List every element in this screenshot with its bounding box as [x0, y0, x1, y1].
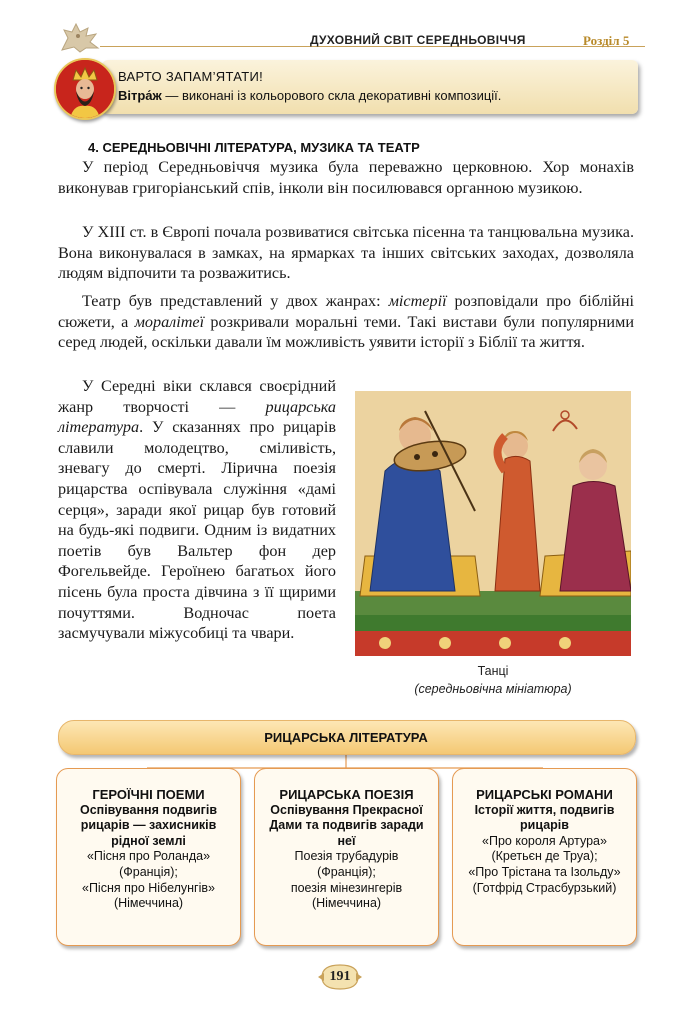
- card-line: «Пісня про Нібелунгів»: [82, 880, 215, 895]
- card-subtitle: Оспівування Прекрасної Дами та подвигів заради неї: [269, 802, 424, 848]
- running-header-title: ДУХОВНИЙ СВІТ СЕРЕДНЬОВІЧЧЯ: [310, 33, 526, 47]
- card-subtitle: Оспівування подвигів рицарів — захисників рідної землі: [79, 802, 218, 848]
- card-line: (Німеччина): [113, 896, 184, 911]
- running-header-section: Розділ 5: [583, 33, 630, 48]
- card-heroic-poems: [56, 768, 241, 946]
- paragraph-theatre: [58, 291, 634, 353]
- heraldic-beast-logo-icon: [58, 20, 102, 54]
- paragraph-theatre-text: розкривали моральні теми. Такі вистави були популярними серед людей, оскільки давали їм можливість уявити історії з Біблії та життя.: [58, 312, 634, 352]
- knight-literature-title: РИЦАРСЬКА ЛІТЕРАТУРА: [264, 730, 428, 745]
- card-line: поезія мінезингерів: [290, 880, 403, 895]
- card-title: РИЦАРСЬКІ РОМАНИ: [476, 787, 613, 802]
- card-subtitle: Історії життя, подвигів рицарів: [474, 802, 615, 833]
- remember-definition-text: — виконані із кольорового скла декоративні композиції.: [161, 88, 502, 103]
- card-line: (Кретьєн де Труа);: [491, 849, 598, 864]
- king-portrait-icon: [54, 58, 116, 120]
- figure-caption: Танці: [477, 664, 509, 678]
- card-knight-novels: [452, 768, 637, 946]
- card-line: «Про короля Артура»: [482, 833, 607, 848]
- card-title: ГЕРОЇЧНІ ПОЕМИ: [92, 787, 205, 802]
- paragraph-theatre-text: Театр був представлений у двох жанрах:: [82, 292, 389, 310]
- term-knight-literature: рицарська література: [58, 397, 336, 437]
- section-heading: 4. СЕРЕДНЬОВІЧНІ ЛІТЕРАТУРА, МУЗИКА ТА ТЕАТР: [88, 140, 420, 155]
- card-line: (Німеччина): [311, 896, 382, 911]
- paragraph-knight-literature: [58, 376, 336, 644]
- card-line: Поезія трубадурів: [294, 849, 399, 864]
- medieval-dance-miniature: [355, 391, 631, 656]
- term-morality: моралітеї: [134, 312, 205, 331]
- card-line: (Франція);: [119, 864, 178, 879]
- paragraph-knight-text: . У сказаннях про рицарів славили молодецтво, сміливість, зневагу до смерті. Лірична поезія рицарства оспівувала служіння «дамі серця», заради якої рицар був готовий на будь-які подвиги. Одним із видатних поетів був Вальтер фон дер Фогельвейде. Героїнею багатьох його пісень була проста дівчина з її щирими почуттями. Водночас поета засмучували міжусобиці та чвари.: [58, 418, 336, 643]
- card-line: «Про Трістана та Ізольду» (Готфрід Страсбурзький): [468, 864, 621, 895]
- card-line: «Пісня про Роланда»: [86, 849, 211, 864]
- paragraph-music: У період Середньовіччя музика була переважно церковною. Хор монахів виконував григоріанський спів, інколи він посилювався органною музикою.: [58, 158, 634, 197]
- card-title: РИЦАРСЬКА ПОЕЗІЯ: [279, 787, 414, 802]
- term-mystery: містерії: [388, 292, 447, 310]
- remember-title: ВАРТО ЗАПАМ’ЯТАТИ!: [118, 69, 264, 84]
- remember-definition: [118, 88, 501, 103]
- card-knight-poetry: [254, 768, 439, 946]
- remember-term: Вітра́ж: [118, 88, 162, 103]
- paragraph-secular-music: У XIII ст. в Європі почала розвиватися світська пісенна та танцювальна музика. Вона виконувалася в замках, на ярмарках та інших світських заходах, дозволяла людям відпочити та розважитись.: [58, 223, 634, 283]
- page-number: 191: [329, 969, 351, 984]
- paragraph-theatre-text: розповідали про біблійні сюжети, а: [58, 292, 634, 331]
- figure-caption-note: (середньовічна мініатюра): [414, 682, 572, 696]
- paragraph-knight-text: У Середні віки склався своєрідний жанр творчості —: [58, 377, 336, 416]
- card-line: (Франція);: [317, 864, 376, 879]
